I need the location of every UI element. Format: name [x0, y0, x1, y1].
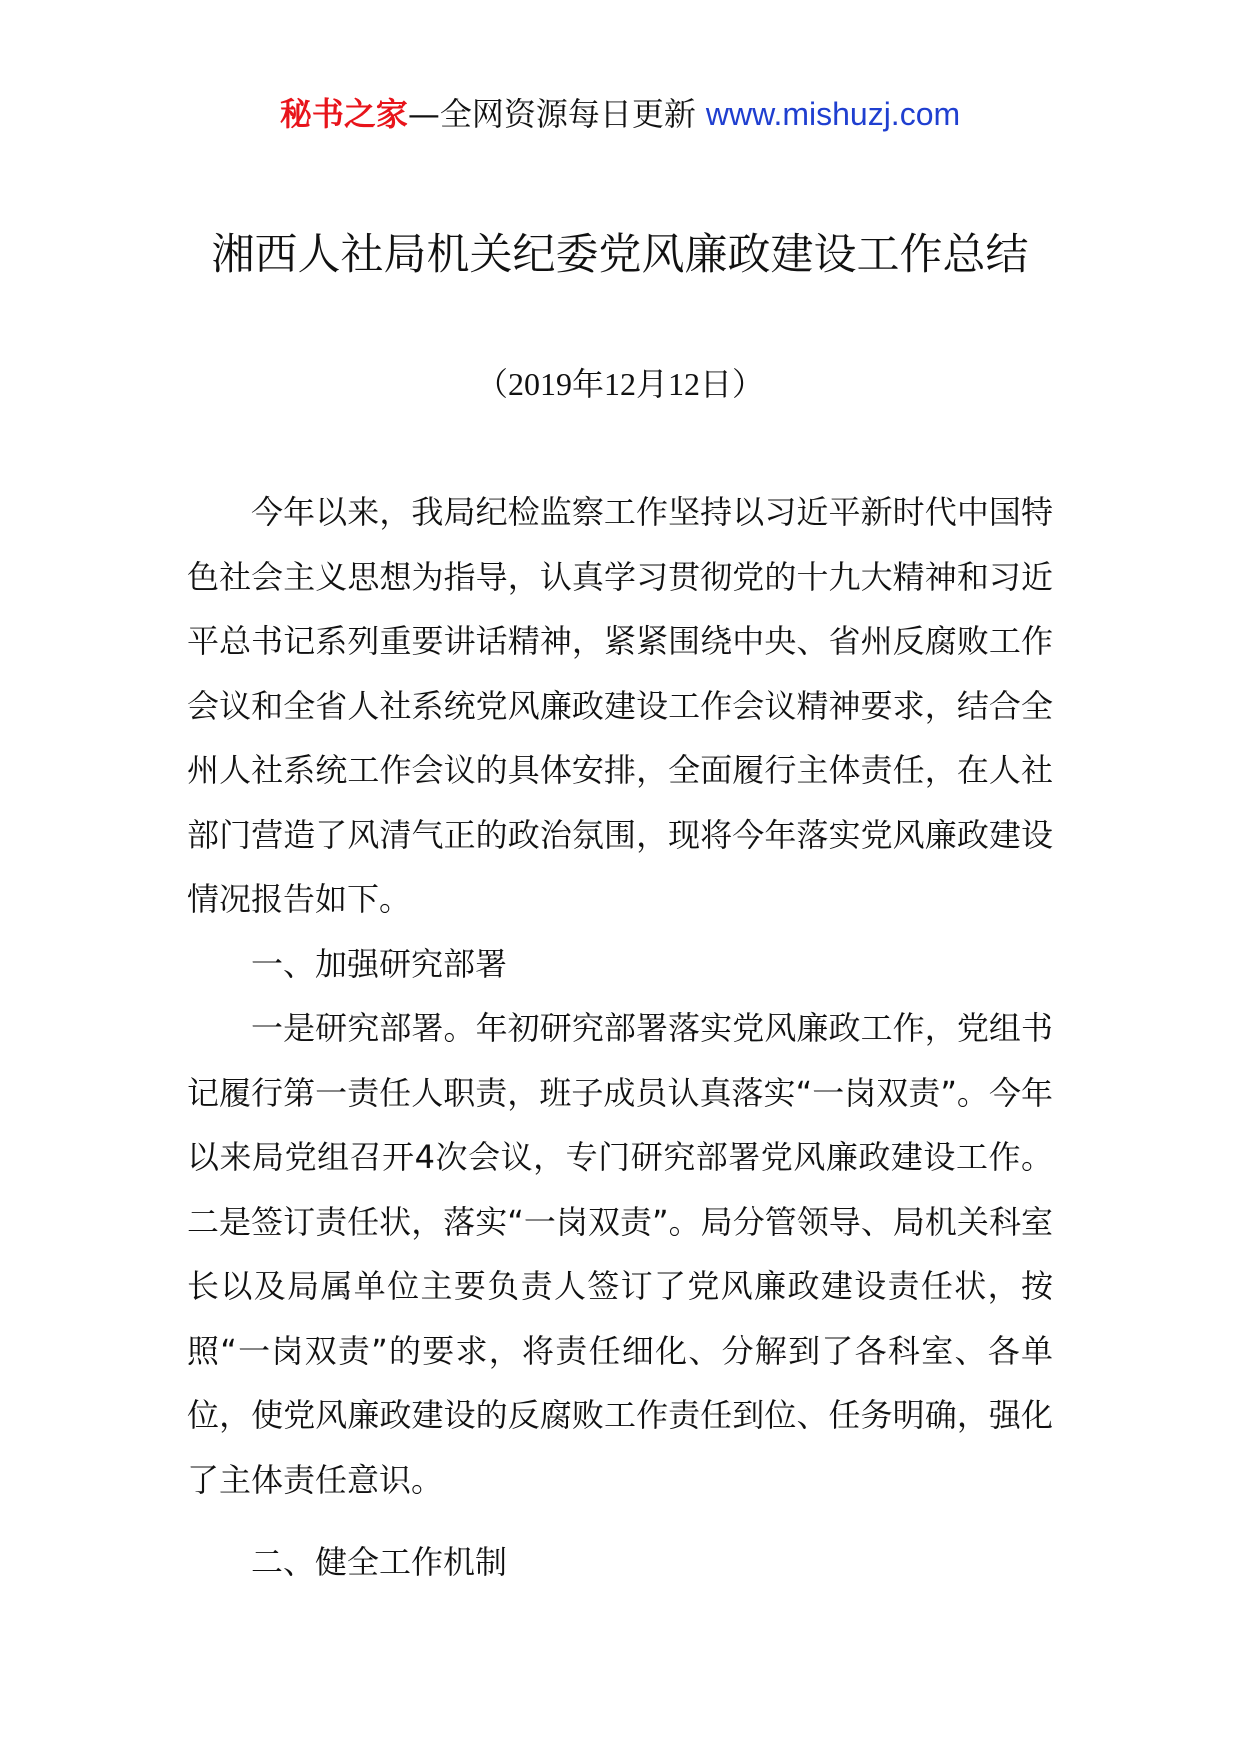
section-heading-2: 二、健全工作机制: [251, 1543, 508, 1581]
intro-paragraph: 今年以来，我局纪检监察工作坚持以习近平新时代中国特色社会主义思想为指导，认真学习贯彻党的十九大精神和习近平总书记系列重要讲话精神，紧紧围绕中央、省州反腐败工作会议和全省人社系统党风廉政建设工作会议精神要求，结合全州人社系统工作会议的具体安排，全面履行主体责任，在人社部门营造了风清气正的政治氛围，现将今年落实党风廉政建设情况报告如下。: [187, 493, 1053, 918]
section-heading-1: 一、加强研究部署: [251, 944, 508, 983]
site-url-link[interactable]: www.mishuzj.com: [705, 96, 961, 132]
section-1-paragraph: 一是研究部署。年初研究部署落实党风廉政工作，党组书记履行第一责任人职责，班子成员认真落实“一岗双责”。今年以来局党组召开4次会议，专门研究部署党风廉政建设工作。二是签订责任状，落实“一岗双责”。局分管领导、局机关科室长以及局属单位主要负责人签订了党风廉政建设责任状，按照“一岗双责”的要求，将责任细化、分解到了各科室、各单位，使党风廉政建设的反腐败工作责任到位、任务明确，强化了主体责任意识。: [187, 1009, 1053, 1499]
document-date: （2019年12月12日）: [475, 366, 764, 402]
site-banner: [0, 94, 1240, 134]
site-brand: 秘书之家: [279, 95, 408, 133]
site-slogan: —全网资源每日更新: [407, 95, 696, 133]
document-title: 湘西人社局机关纪委党风廉政建设工作总结: [211, 230, 1029, 280]
document-body: [187, 480, 1053, 1595]
